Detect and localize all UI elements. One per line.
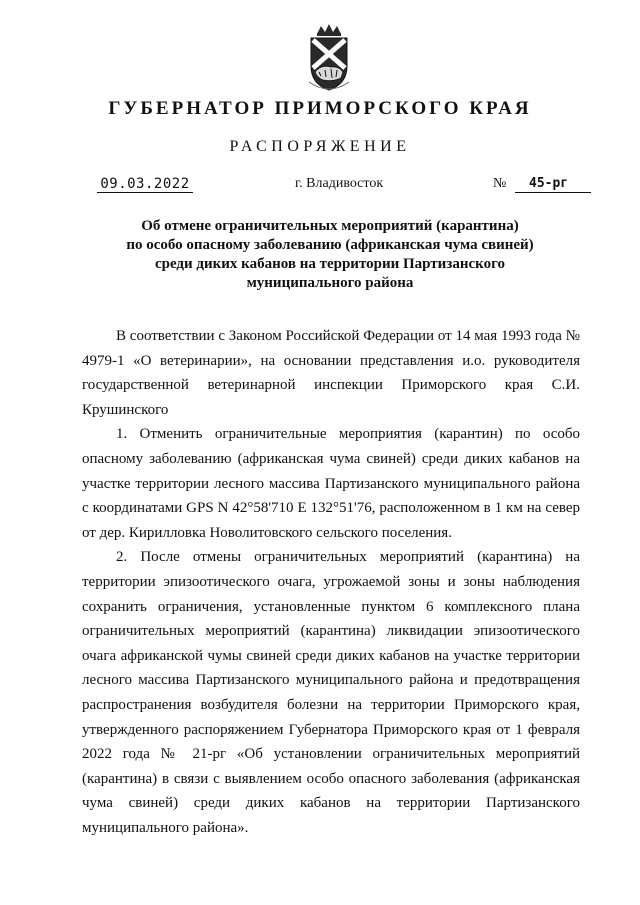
authority-heading: ГУБЕРНАТОР ПРИМОРСКОГО КРАЯ (108, 98, 532, 119)
clause-paragraph-2: 2. После отмены ограничительных мероприятий (карантина) на территории эпизоотического очага, угрожаемой зоны и зоны наблюдения сохранить ограничения, установленные пунктом 6 комплексного плана ограничительных мероприятий (карантина) ликвидации эпизоотического очага африканской чумы свиней среди диких кабанов на участке территории лесного массива Партизанского муниципального района и предотвращения распространения возбудителя болезни на территории Приморского края, утвержденного распоряжением Губернатора Приморского края от 1 февраля 2022 года № 21-рг «Об установлении ограничительных мероприятий (карантина) в связи с выявлением особо опасного заболевания (африканская чума свиней) среди диких кабанов на территории Партизанского муниципального района». (82, 549, 580, 836)
document-body (82, 324, 580, 840)
document-number: 45-рг (515, 176, 591, 193)
number-sign: № (493, 176, 507, 191)
title-line: по особо опасному заболеванию (африканская чума свиней) (126, 237, 534, 253)
coat-of-arms-icon (305, 22, 353, 92)
title-line: Об отмене ограничительных мероприятий (карантина) (141, 218, 519, 234)
document-date: 09.03.2022 (97, 176, 193, 193)
preamble-paragraph: В соответствии с Законом Российской Федерации от 14 мая 1993 года № 4979-1 «О ветеринарии», на основании представления и.о. руководителя государственной ветеринарной инспекции Приморского края С.И. Крушинского (82, 328, 580, 418)
document-title (120, 217, 540, 293)
document-type: РАСПОРЯЖЕНИЕ (229, 138, 411, 155)
clause-paragraph-1: 1. Отменить ограничительные мероприятия (карантин) по особо опасному заболеванию (африканская чума свиней) среди диких кабанов на участке территории лесного массива Партизанского муниципального района с координатами GPS N 42°58'710 E 132°51'76, расположенном в 1 км на север от дер. Кирилловка Новолитовского сельского поселения. (82, 426, 580, 541)
document-city: г. Владивосток (295, 176, 384, 191)
title-line: среди диких кабанов на территории Партизанского (154, 256, 506, 272)
title-line: муниципального района (246, 275, 414, 291)
